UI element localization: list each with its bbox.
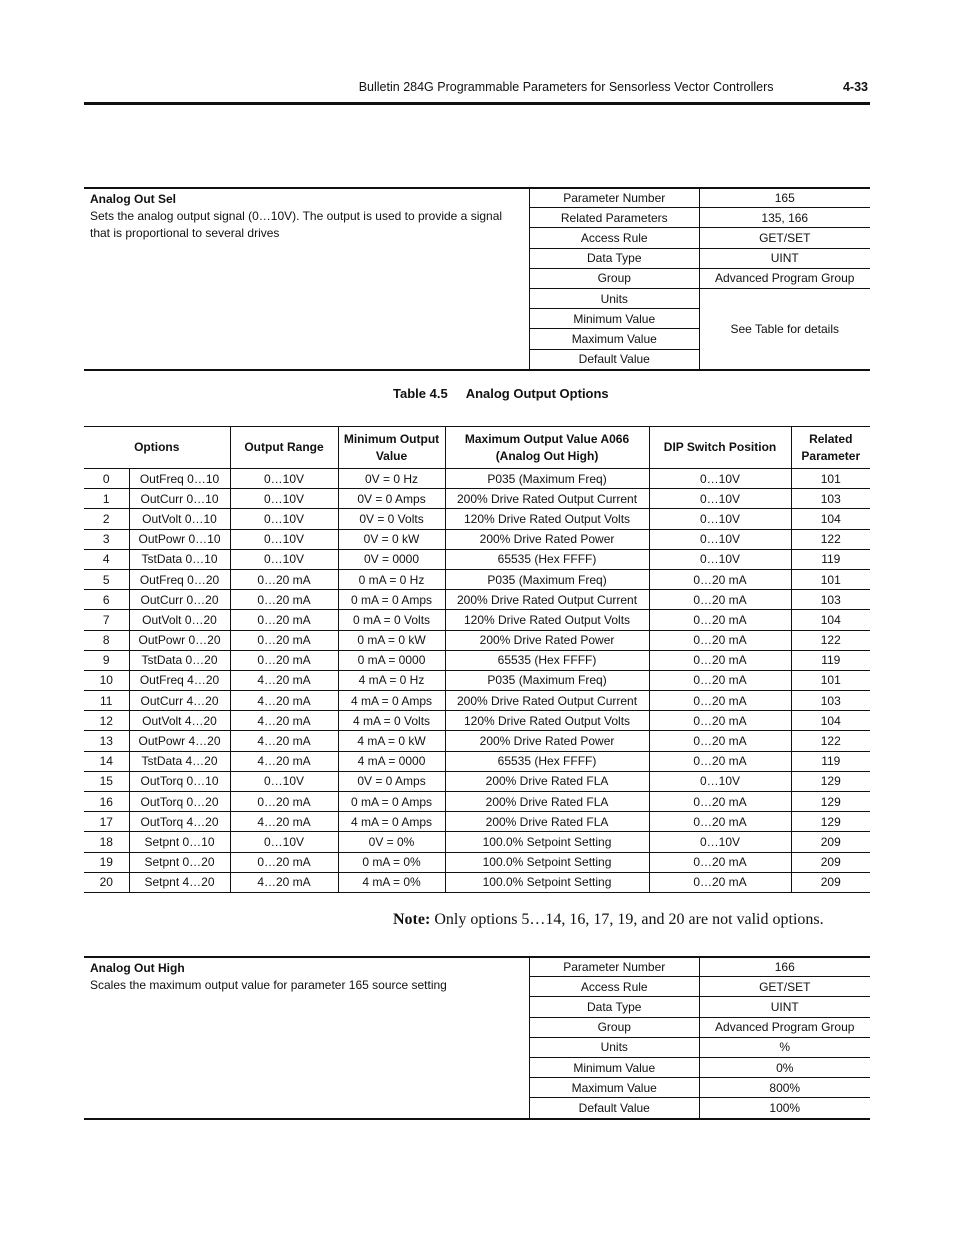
table-row [84, 630, 870, 650]
param-row [530, 1098, 871, 1118]
param-value: 100% [699, 1098, 870, 1118]
param-value: GET/SET [699, 977, 870, 997]
option-number: 0 [84, 469, 129, 489]
related-parameter: 209 [791, 832, 870, 852]
related-parameter: 104 [791, 610, 870, 630]
param-row [530, 1057, 871, 1077]
table-row [84, 529, 870, 549]
option-name: OutVolt 4…20 [129, 711, 230, 731]
table-number: Table 4.5 [393, 386, 448, 401]
table-row [84, 812, 870, 832]
option-number: 16 [84, 792, 129, 812]
option-name: OutPowr 0…20 [129, 630, 230, 650]
min-output-value: 0V = 0 Amps [338, 489, 445, 509]
min-output-value: 0V = 0000 [338, 549, 445, 569]
running-header [0, 80, 868, 94]
header-min-value [338, 427, 445, 469]
min-output-value: 0 mA = 0 Hz [338, 569, 445, 589]
option-name: OutPowr 0…10 [129, 529, 230, 549]
param-row [530, 957, 871, 977]
param-label: Data Type [530, 248, 700, 268]
output-range: 0…10V [230, 529, 338, 549]
table-row [84, 469, 870, 489]
option-number: 19 [84, 852, 129, 872]
related-parameter: 129 [791, 812, 870, 832]
param-label: Group [530, 1017, 700, 1037]
param-label: Maximum Value [530, 1078, 700, 1098]
min-output-value: 0 mA = 0000 [338, 650, 445, 670]
param-merged-value: See Table for details [699, 288, 870, 369]
param-value: GET/SET [699, 228, 870, 248]
option-number: 17 [84, 812, 129, 832]
param-block-analog-out-high [84, 956, 870, 1120]
related-parameter: 103 [791, 590, 870, 610]
dip-switch-position: 0…20 mA [649, 812, 791, 832]
dip-switch-position: 0…20 mA [649, 792, 791, 812]
option-name: OutVolt 0…10 [129, 509, 230, 529]
related-parameter: 101 [791, 670, 870, 690]
dip-switch-position: 0…20 mA [649, 610, 791, 630]
page-number: 4-33 [842, 80, 868, 94]
block-bottom-rule [84, 1118, 870, 1120]
header-dip-switch: DIP Switch Position [649, 427, 791, 469]
option-name: OutCurr 0…20 [129, 590, 230, 610]
option-name: Setpnt 0…10 [129, 832, 230, 852]
dip-switch-position: 0…20 mA [649, 711, 791, 731]
min-output-value: 0V = 0 kW [338, 529, 445, 549]
min-output-value: 0 mA = 0 kW [338, 630, 445, 650]
param-label: Minimum Value [530, 309, 700, 329]
related-parameter: 103 [791, 489, 870, 509]
option-number: 8 [84, 630, 129, 650]
related-parameter: 209 [791, 852, 870, 872]
max-output-value: 200% Drive Rated FLA [445, 792, 649, 812]
header-related-parameter [791, 427, 870, 469]
dip-switch-position: 0…10V [649, 771, 791, 791]
output-range: 4…20 mA [230, 691, 338, 711]
option-name: OutTorq 4…20 [129, 812, 230, 832]
header-options: Options [84, 427, 230, 469]
note [393, 911, 824, 929]
max-output-value: 65535 (Hex FFFF) [445, 549, 649, 569]
option-number: 11 [84, 691, 129, 711]
option-name: OutFreq 0…20 [129, 569, 230, 589]
param-label: Related Parameters [530, 208, 700, 228]
min-output-value: 0V = 0 Volts [338, 509, 445, 529]
note-label: Note: [393, 911, 431, 928]
option-number: 4 [84, 549, 129, 569]
param-description: Sets the analog output signal (0…10V). The output is used to provide a signal that is proportional to several drives [90, 209, 503, 240]
max-output-value: 200% Drive Rated Output Current [445, 590, 649, 610]
output-range: 0…20 mA [230, 610, 338, 630]
max-output-value: P035 (Maximum Freq) [445, 469, 649, 489]
max-output-value: 100.0% Setpoint Setting [445, 852, 649, 872]
param-row [530, 248, 871, 268]
max-output-value: 65535 (Hex FFFF) [445, 751, 649, 771]
param-label: Access Rule [530, 228, 700, 248]
dip-switch-position: 0…20 mA [649, 670, 791, 690]
table-row [84, 670, 870, 690]
dip-switch-position: 0…20 mA [649, 872, 791, 892]
param-row [530, 977, 871, 997]
related-parameter: 104 [791, 711, 870, 731]
max-output-value: 200% Drive Rated FLA [445, 771, 649, 791]
option-number: 18 [84, 832, 129, 852]
header-min-value-text: Minimum Output Value [343, 431, 440, 463]
header-related-text: Related Parameter [801, 431, 861, 463]
related-parameter: 101 [791, 469, 870, 489]
table-header-row [84, 427, 870, 469]
param-label: Maximum Value [530, 329, 700, 349]
dip-switch-position: 0…10V [649, 509, 791, 529]
table-row [84, 832, 870, 852]
min-output-value: 0V = 0 Hz [338, 469, 445, 489]
header-rule [84, 102, 870, 105]
related-parameter: 119 [791, 751, 870, 771]
related-parameter: 101 [791, 569, 870, 589]
dip-switch-position: 0…20 mA [649, 751, 791, 771]
option-number: 13 [84, 731, 129, 751]
min-output-value: 0V = 0% [338, 832, 445, 852]
option-name: Setpnt 0…20 [129, 852, 230, 872]
param-label: Parameter Number [530, 188, 700, 208]
output-range: 0…20 mA [230, 569, 338, 589]
min-output-value: 0 mA = 0% [338, 852, 445, 872]
dip-switch-position: 0…20 mA [649, 691, 791, 711]
table-row [84, 610, 870, 630]
max-output-value: 120% Drive Rated Output Volts [445, 711, 649, 731]
param-row [530, 997, 871, 1017]
param-block-analog-out-sel [84, 187, 870, 371]
output-range: 0…20 mA [230, 650, 338, 670]
output-range: 4…20 mA [230, 670, 338, 690]
param-row [530, 1037, 871, 1057]
min-output-value: 4 mA = 0 Volts [338, 711, 445, 731]
min-output-value: 0 mA = 0 Amps [338, 792, 445, 812]
option-name: Setpnt 4…20 [129, 872, 230, 892]
option-name: OutPowr 4…20 [129, 731, 230, 751]
option-number: 9 [84, 650, 129, 670]
param-label: Data Type [530, 997, 700, 1017]
max-output-value: 120% Drive Rated Output Volts [445, 509, 649, 529]
param-row [530, 288, 871, 308]
output-range: 4…20 mA [230, 812, 338, 832]
table-row [84, 711, 870, 731]
output-range: 0…20 mA [230, 590, 338, 610]
min-output-value: 0 mA = 0 Amps [338, 590, 445, 610]
param-value: 165 [699, 188, 870, 208]
output-range: 0…20 mA [230, 792, 338, 812]
option-name: OutFreq 0…10 [129, 469, 230, 489]
output-range: 0…20 mA [230, 852, 338, 872]
table-row [84, 509, 870, 529]
max-output-value: 200% Drive Rated Power [445, 731, 649, 751]
dip-switch-position: 0…10V [649, 469, 791, 489]
min-output-value: 4 mA = 0% [338, 872, 445, 892]
output-range: 0…10V [230, 489, 338, 509]
param-properties-table [529, 187, 870, 370]
table-caption [393, 386, 609, 401]
header-output-range: Output Range [230, 427, 338, 469]
dip-switch-position: 0…20 mA [649, 650, 791, 670]
option-number: 14 [84, 751, 129, 771]
dip-switch-position: 0…20 mA [649, 630, 791, 650]
option-number: 1 [84, 489, 129, 509]
related-parameter: 122 [791, 630, 870, 650]
related-parameter: 122 [791, 731, 870, 751]
related-parameter: 122 [791, 529, 870, 549]
table-row [84, 872, 870, 892]
param-row [530, 1078, 871, 1098]
param-row [530, 1017, 871, 1037]
output-range: 4…20 mA [230, 872, 338, 892]
param-value: UINT [699, 248, 870, 268]
table-row [84, 590, 870, 610]
table-row [84, 792, 870, 812]
param-label: Parameter Number [530, 957, 700, 977]
option-number: 3 [84, 529, 129, 549]
param-title: Analog Out Sel [90, 192, 177, 206]
table-row [84, 569, 870, 589]
dip-switch-position: 0…20 mA [649, 731, 791, 751]
option-number: 5 [84, 569, 129, 589]
dip-switch-position: 0…10V [649, 489, 791, 509]
output-range: 0…10V [230, 509, 338, 529]
param-value: UINT [699, 997, 870, 1017]
param-label: Default Value [530, 349, 700, 369]
output-range: 4…20 mA [230, 751, 338, 771]
note-text: Only options 5…14, 16, 17, 19, and 20 are not valid options. [434, 911, 824, 928]
dip-switch-position: 0…10V [649, 832, 791, 852]
param-value: 0% [699, 1057, 870, 1077]
dip-switch-position: 0…20 mA [649, 590, 791, 610]
output-range: 4…20 mA [230, 711, 338, 731]
analog-output-options-table [84, 426, 870, 893]
option-name: TstData 0…20 [129, 650, 230, 670]
table-row [84, 549, 870, 569]
table-title: Analog Output Options [465, 386, 609, 401]
related-parameter: 129 [791, 792, 870, 812]
table-row [84, 731, 870, 751]
min-output-value: 4 mA = 0 Amps [338, 812, 445, 832]
max-output-value: P035 (Maximum Freq) [445, 670, 649, 690]
param-label: Default Value [530, 1098, 700, 1118]
options-table-body [84, 469, 870, 893]
output-range: 0…10V [230, 832, 338, 852]
table-row [84, 650, 870, 670]
dip-switch-position: 0…10V [649, 549, 791, 569]
max-output-value: 200% Drive Rated Output Current [445, 691, 649, 711]
option-number: 6 [84, 590, 129, 610]
param-row [530, 208, 871, 228]
option-number: 7 [84, 610, 129, 630]
max-output-value: 200% Drive Rated Output Current [445, 489, 649, 509]
dip-switch-position: 0…20 mA [649, 569, 791, 589]
related-parameter: 104 [791, 509, 870, 529]
option-number: 10 [84, 670, 129, 690]
output-range: 0…10V [230, 549, 338, 569]
param-label: Units [530, 288, 700, 308]
param-label: Group [530, 268, 700, 288]
param-properties-table [529, 956, 870, 1119]
param-value: % [699, 1037, 870, 1057]
option-number: 2 [84, 509, 129, 529]
param-label: Minimum Value [530, 1057, 700, 1077]
output-range: 0…20 mA [230, 630, 338, 650]
min-output-value: 4 mA = 0 Hz [338, 670, 445, 690]
option-name: OutTorq 0…10 [129, 771, 230, 791]
param-label: Units [530, 1037, 700, 1057]
block-bottom-rule [84, 369, 870, 371]
output-range: 0…10V [230, 771, 338, 791]
param-description: Scales the maximum output value for parameter 165 source setting [90, 978, 447, 992]
param-label: Access Rule [530, 977, 700, 997]
max-output-value: 200% Drive Rated FLA [445, 812, 649, 832]
max-output-value: 100.0% Setpoint Setting [445, 872, 649, 892]
min-output-value: 4 mA = 0 Amps [338, 691, 445, 711]
param-value: 800% [699, 1078, 870, 1098]
param-row [530, 228, 871, 248]
min-output-value: 0 mA = 0 Volts [338, 610, 445, 630]
option-number: 20 [84, 872, 129, 892]
table-row [84, 771, 870, 791]
dip-switch-position: 0…10V [649, 529, 791, 549]
option-number: 15 [84, 771, 129, 791]
min-output-value: 0V = 0 Amps [338, 771, 445, 791]
param-value: 135, 166 [699, 208, 870, 228]
option-name: OutCurr 0…10 [129, 489, 230, 509]
option-name: OutVolt 0…20 [129, 610, 230, 630]
related-parameter: 209 [791, 872, 870, 892]
related-parameter: 103 [791, 691, 870, 711]
option-name: TstData 0…10 [129, 549, 230, 569]
header-max-value-text: Maximum Output Value A066 (Analog Out High) [464, 431, 630, 463]
option-name: OutTorq 0…20 [129, 792, 230, 812]
related-parameter: 119 [791, 650, 870, 670]
param-row [530, 188, 871, 208]
header-title: Bulletin 284G Programmable Parameters for Sensorless Vector Controllers [358, 80, 774, 94]
table-row [84, 751, 870, 771]
min-output-value: 4 mA = 0 kW [338, 731, 445, 751]
related-parameter: 129 [791, 771, 870, 791]
dip-switch-position: 0…20 mA [649, 852, 791, 872]
header-max-value [445, 427, 649, 469]
max-output-value: 200% Drive Rated Power [445, 630, 649, 650]
param-title: Analog Out High [90, 961, 185, 975]
max-output-value: P035 (Maximum Freq) [445, 569, 649, 589]
min-output-value: 4 mA = 0000 [338, 751, 445, 771]
max-output-value: 200% Drive Rated Power [445, 529, 649, 549]
param-row [530, 268, 871, 288]
output-range: 4…20 mA [230, 731, 338, 751]
related-parameter: 119 [791, 549, 870, 569]
param-value: Advanced Program Group [699, 1017, 870, 1037]
table-row [84, 489, 870, 509]
max-output-value: 65535 (Hex FFFF) [445, 650, 649, 670]
max-output-value: 120% Drive Rated Output Volts [445, 610, 649, 630]
option-name: TstData 4…20 [129, 751, 230, 771]
option-name: OutFreq 4…20 [129, 670, 230, 690]
table-row [84, 691, 870, 711]
param-value: Advanced Program Group [699, 268, 870, 288]
param-value: 166 [699, 957, 870, 977]
output-range: 0…10V [230, 469, 338, 489]
option-number: 12 [84, 711, 129, 731]
max-output-value: 100.0% Setpoint Setting [445, 832, 649, 852]
option-name: OutCurr 4…20 [129, 691, 230, 711]
table-row [84, 852, 870, 872]
